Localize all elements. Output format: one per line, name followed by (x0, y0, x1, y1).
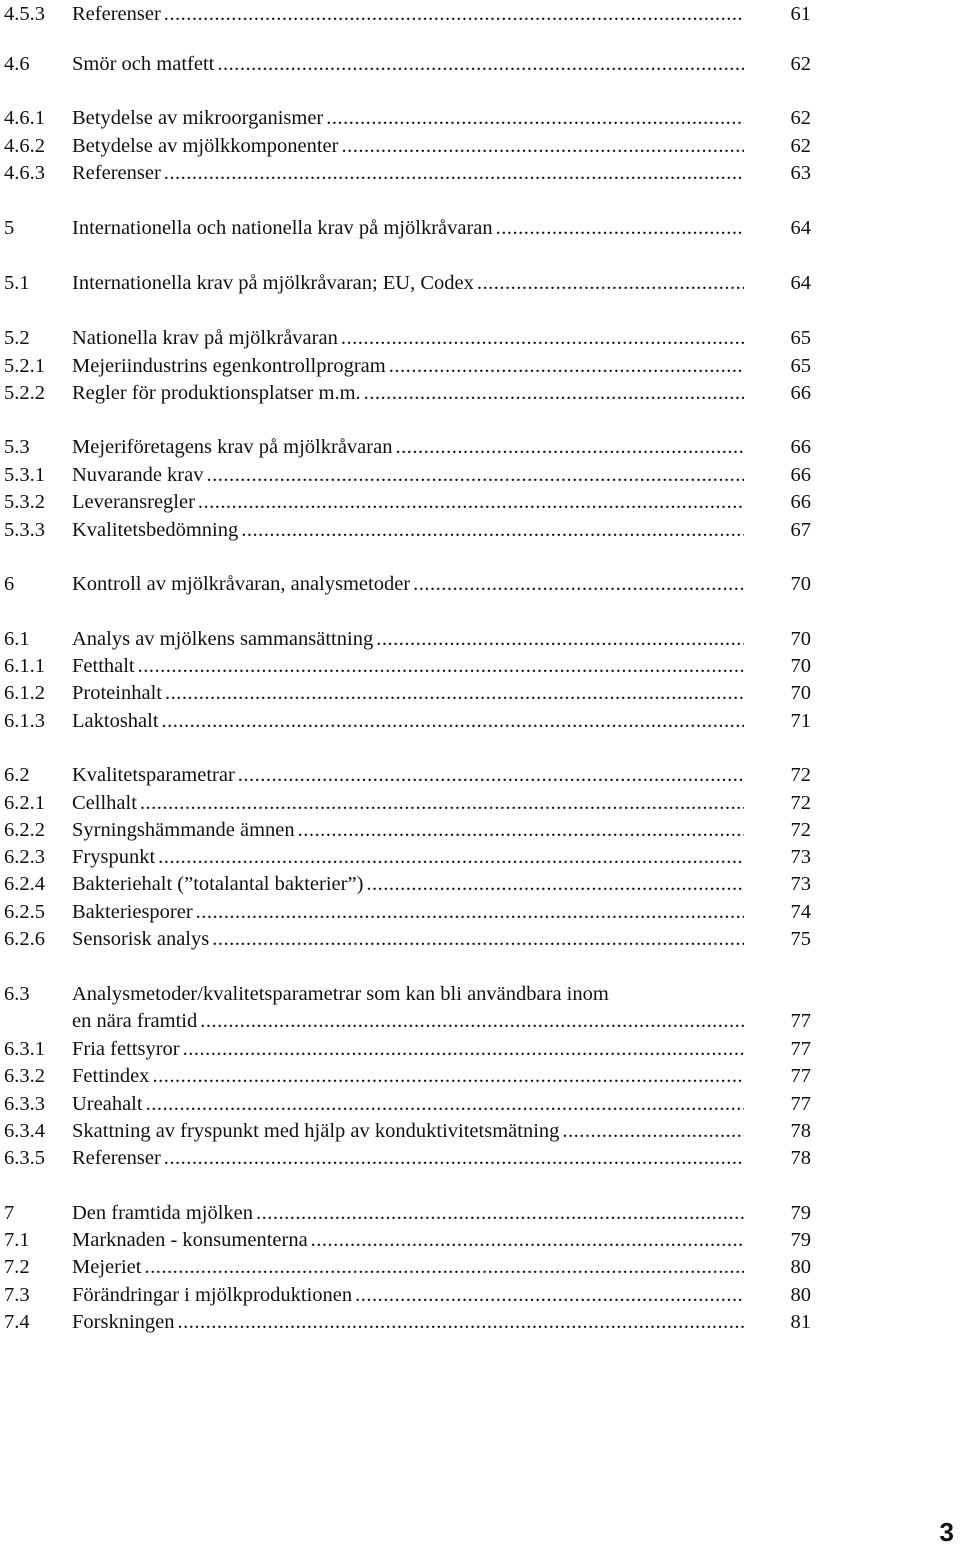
toc-entry-title-row (72, 104, 744, 132)
toc-entry-page: 77 (790, 1038, 811, 1060)
toc-entry (0, 50, 960, 78)
toc-entry-page: 61 (790, 3, 811, 25)
toc-entry-page: 80 (790, 1284, 811, 1306)
toc-entry-title: Referenser (72, 3, 161, 25)
toc-entry-title: Internationella och nationella krav på mjölkråvaran (72, 217, 493, 239)
toc-entry-title-row (72, 1226, 744, 1254)
toc-entry (0, 898, 960, 926)
toc-entry-page: 65 (790, 355, 811, 377)
toc-entry-number: 6.3.3 (4, 1093, 45, 1115)
toc-entry (0, 761, 960, 789)
toc-entry-page: 66 (790, 382, 811, 404)
toc-entry-title-continuation: en nära framtid (72, 1010, 198, 1032)
toc-dot-leader (238, 761, 744, 789)
toc-entry-title-row (72, 816, 744, 844)
toc-entry-title-row (72, 1253, 744, 1281)
toc-entry-title: Internationella krav på mjölkråvaran; EU, Codex (72, 272, 474, 294)
toc-entry-number: 6.2.2 (4, 819, 45, 841)
toc-entry-title: Ureahalt (72, 1093, 143, 1115)
toc-entry-title: Fria fettsyror (72, 1038, 180, 1060)
toc-entry (0, 461, 960, 489)
toc-dot-leader (138, 652, 744, 680)
toc-entry-title: Forskningen (72, 1311, 175, 1333)
toc-dot-leader (140, 789, 744, 817)
toc-entry-title: Fetthalt (72, 655, 135, 677)
toc-dot-leader (341, 132, 744, 160)
toc-entry (0, 925, 960, 953)
toc-entry-page: 62 (790, 135, 811, 157)
toc-entry-page: 78 (790, 1120, 811, 1142)
page-number: 3 (939, 1517, 954, 1547)
toc-entry-continuation (0, 1007, 960, 1035)
toc-entry-page: 79 (790, 1229, 811, 1251)
toc-entry-number: 7 (4, 1202, 15, 1224)
toc-entry-page: 73 (790, 873, 811, 895)
toc-entry-title: Förändringar i mjölkproduktionen (72, 1284, 353, 1306)
toc-dot-leader (341, 324, 744, 352)
toc-dot-leader (298, 816, 744, 844)
toc-entry-title: Referenser (72, 162, 161, 184)
toc-entry-page: 70 (790, 628, 811, 650)
toc-entry-number: 4.6.1 (4, 107, 45, 129)
toc-entry-title: Fryspunkt (72, 846, 156, 868)
toc-entry-page: 77 (790, 1065, 811, 1087)
toc-entry-page: 72 (790, 764, 811, 786)
toc-entry (0, 433, 960, 461)
toc-entry-number: 6.1.3 (4, 710, 45, 732)
toc-entry (0, 816, 960, 844)
toc-entry-title: Bakteriesporer (72, 901, 193, 923)
toc-entry-page: 77 (790, 1010, 811, 1032)
toc-entry-number: 6.2.6 (4, 928, 45, 950)
toc-entry-title: Regler för produktionsplatser m.m. (72, 382, 361, 404)
toc-entry-page: 77 (790, 1093, 811, 1115)
toc-entry-title-row (72, 707, 744, 735)
toc-entry-title: Fettindex (72, 1065, 150, 1087)
toc-entry-number: 6.1.2 (4, 682, 45, 704)
toc-entry-title: Mejeriföretagens krav på mjölkråvaran (72, 436, 393, 458)
toc-entry-number: 4.6 (4, 53, 30, 75)
toc-entry-number: 5.3 (4, 436, 30, 458)
toc-dot-leader (212, 925, 744, 953)
toc-entry-title: Kvalitetsbedömning (72, 519, 239, 541)
toc-entry (0, 159, 960, 187)
toc-entry-page: 67 (790, 519, 811, 541)
toc-dot-leader (395, 433, 744, 461)
toc-entry (0, 570, 960, 598)
toc-entry-page: 81 (790, 1311, 811, 1333)
toc-entry-number: 4.6.2 (4, 135, 45, 157)
toc-dot-leader (144, 1253, 744, 1281)
toc-entry-number: 5.3.2 (4, 491, 45, 513)
toc-entry-number: 6.2.1 (4, 792, 45, 814)
toc-dot-leader (165, 679, 744, 707)
toc-entry (0, 1035, 960, 1063)
toc-entry-title: Mejeriindustrins egenkontrollprogram (72, 355, 386, 377)
toc-entry-title-row (72, 516, 744, 544)
toc-entry-title-row (72, 761, 744, 789)
toc-entry-title: Analysmetoder/kvalitetsparametrar som kan bli användbara inom (72, 983, 609, 1005)
toc-dot-leader (376, 625, 744, 653)
toc-entry-title-row (72, 0, 744, 28)
toc-entry-title-row (72, 1035, 744, 1063)
toc-entry (0, 707, 960, 735)
toc-entry-number: 5.3.3 (4, 519, 45, 541)
toc-entry-title-row (72, 433, 744, 461)
toc-entry-page: 62 (790, 107, 811, 129)
toc-entry-title: Nuvarande krav (72, 464, 204, 486)
toc-entry-page: 74 (790, 901, 811, 923)
toc-dot-leader (158, 843, 744, 871)
toc-entry-number: 6 (4, 573, 15, 595)
toc-dot-leader (364, 379, 744, 407)
toc-entry-title-row (72, 159, 744, 187)
toc-entry-title-row (72, 461, 744, 489)
toc-entry (0, 488, 960, 516)
toc-entry-number: 5.2 (4, 327, 30, 349)
toc-entry (0, 0, 960, 28)
toc-dot-leader (477, 269, 744, 297)
toc-entry-number: 7.3 (4, 1284, 30, 1306)
toc-entry-title-row (72, 324, 744, 352)
toc-dot-leader (178, 1308, 745, 1336)
toc-entry (0, 1199, 960, 1227)
toc-entry (0, 1308, 960, 1336)
toc-entry-title-row (72, 570, 744, 598)
toc-entry (0, 352, 960, 380)
toc-dot-leader (389, 352, 744, 380)
toc-entry-title: Den framtida mjölken (72, 1202, 254, 1224)
toc-dot-leader (206, 461, 744, 489)
toc-entry-page: 62 (790, 53, 811, 75)
toc-entry-title-row (72, 1281, 744, 1309)
toc-entry-title: Betydelse av mjölkkomponenter (72, 135, 339, 157)
toc-entry-page: 64 (790, 217, 811, 239)
toc-entry-title: Cellhalt (72, 792, 137, 814)
toc-entry-number: 5 (4, 217, 15, 239)
toc-dot-leader (198, 488, 744, 516)
toc-dot-leader (162, 707, 744, 735)
toc-entry (0, 652, 960, 680)
toc-entry-page: 70 (790, 682, 811, 704)
toc-entry-number: 4.6.3 (4, 162, 45, 184)
toc-entry (0, 1117, 960, 1145)
toc-dot-leader (256, 1199, 744, 1227)
toc-entry-title: Leveransregler (72, 491, 195, 513)
toc-dot-leader (164, 0, 744, 28)
toc-entry-page: 70 (790, 573, 811, 595)
toc-entry-page: 66 (790, 491, 811, 513)
toc-dot-leader (562, 1117, 744, 1145)
toc-entry-title-row (72, 1062, 744, 1090)
toc-entry-title-row (72, 269, 744, 297)
toc-entry-page: 79 (790, 1202, 811, 1224)
toc-entry (0, 789, 960, 817)
toc-dot-leader (183, 1035, 744, 1063)
toc-entry-number: 4.5.3 (4, 3, 45, 25)
toc-entry-page: 66 (790, 464, 811, 486)
toc-entry (0, 516, 960, 544)
toc-entry-title-row (72, 925, 744, 953)
toc-dot-leader (196, 898, 744, 926)
toc-entry (0, 269, 960, 297)
toc-entry-title-row (72, 1117, 744, 1145)
toc-entry (0, 843, 960, 871)
toc-entry-title: Kontroll av mjölkråvaran, analysmetoder (72, 573, 411, 595)
toc-entry (0, 625, 960, 653)
toc-entry-title: Smör och matfett (72, 53, 215, 75)
toc-entry-title-row (72, 1144, 744, 1172)
toc-entry-title-row (72, 898, 744, 926)
toc-entry (0, 1090, 960, 1118)
toc-dot-leader (366, 870, 744, 898)
toc-entry (0, 324, 960, 352)
toc-entry-title-row (72, 980, 744, 1008)
toc-entry-page: 64 (790, 272, 811, 294)
toc-entry-title-row (72, 352, 744, 380)
toc-entry-title-row (72, 870, 744, 898)
toc-entry-number: 7.2 (4, 1256, 30, 1278)
toc-entry (0, 870, 960, 898)
toc-entry-title-row (72, 214, 744, 242)
toc-entry-number: 6.1.1 (4, 655, 45, 677)
toc-entry-page: 70 (790, 655, 811, 677)
toc-entry-title: Kvalitetsparametrar (72, 764, 235, 786)
toc-entry (0, 1062, 960, 1090)
toc-entry-title-row (72, 379, 744, 407)
toc-entry-title: Nationella krav på mjölkråvaran (72, 327, 338, 349)
toc-entry-number: 5.2.2 (4, 382, 45, 404)
toc-entry (0, 379, 960, 407)
toc-entry-title: Referenser (72, 1147, 161, 1169)
toc-dot-leader (217, 50, 744, 78)
toc-entry (0, 1253, 960, 1281)
toc-entry (0, 679, 960, 707)
toc-entry-title-row (72, 50, 744, 78)
toc-entry-title-row (72, 1308, 744, 1336)
toc-entry-number: 5.2.1 (4, 355, 45, 377)
toc-entry-page: 65 (790, 327, 811, 349)
toc-entry-number: 5.3.1 (4, 464, 45, 486)
toc-entry (0, 980, 960, 1008)
toc-entry-page: 66 (790, 436, 811, 458)
toc-entry-title-row (72, 488, 744, 516)
toc-entry-number: 6.3.2 (4, 1065, 45, 1087)
toc-entry-number: 6.2.3 (4, 846, 45, 868)
toc-entry (0, 1144, 960, 1172)
toc-entry-page: 75 (790, 928, 811, 950)
toc-entry-title: Sensorisk analys (72, 928, 210, 950)
toc-entry-title: Syrningshämmande ämnen (72, 819, 295, 841)
toc-dot-leader (164, 159, 744, 187)
toc-entry-title-row (72, 132, 744, 160)
toc-entry-title: Analys av mjölkens sammansättning (72, 628, 374, 650)
toc-entry (0, 1226, 960, 1254)
toc-entry-title: Laktoshalt (72, 710, 159, 732)
toc-dot-leader (311, 1226, 744, 1254)
toc-entry-title-row (72, 625, 744, 653)
toc-entry-title: Mejeriet (72, 1256, 142, 1278)
toc-entry-title-row (72, 843, 744, 871)
toc-entry-page: 63 (790, 162, 811, 184)
toc-entry-title-row (72, 679, 744, 707)
toc-entry-title: Skattning av fryspunkt med hjälp av konduktivitetsmätning (72, 1120, 560, 1142)
toc-entry-number: 6.3.5 (4, 1147, 45, 1169)
toc-entry-number: 6.2 (4, 764, 30, 786)
toc-entry-number: 7.4 (4, 1311, 30, 1333)
toc-entry-number: 6.3 (4, 983, 30, 1005)
toc-dot-leader (326, 104, 744, 132)
toc-entry-title-row (72, 1007, 744, 1035)
toc-entry-title-row (72, 1199, 744, 1227)
toc-entry-page: 72 (790, 819, 811, 841)
toc-dot-leader (355, 1281, 744, 1309)
toc-entry-title: Bakteriehalt (”totalantal bakterier”) (72, 873, 364, 895)
toc-entry-title-row (72, 1090, 744, 1118)
toc-entry-number: 6.2.4 (4, 873, 45, 895)
toc-entry-number: 6.2.5 (4, 901, 45, 923)
toc-entry-title: Proteinhalt (72, 682, 162, 704)
toc-entry (0, 1281, 960, 1309)
toc-entry-page: 80 (790, 1256, 811, 1278)
toc-dot-leader (241, 516, 744, 544)
toc-dot-leader (413, 570, 744, 598)
toc-entry (0, 104, 960, 132)
toc-entry-title-row (72, 652, 744, 680)
toc-dot-leader (200, 1007, 744, 1035)
toc-entry-title-row (72, 789, 744, 817)
toc-entry (0, 132, 960, 160)
toc-dot-leader (146, 1090, 744, 1118)
toc-entry-number: 6.3.1 (4, 1038, 45, 1060)
toc-dot-leader (496, 214, 744, 242)
toc-entry-number: 7.1 (4, 1229, 30, 1251)
toc-entry-page: 72 (790, 792, 811, 814)
toc-entry-number: 5.1 (4, 272, 30, 294)
toc-entry-page: 78 (790, 1147, 811, 1169)
toc-entry-number: 6.1 (4, 628, 30, 650)
toc-entry-page: 73 (790, 846, 811, 868)
toc-dot-leader (164, 1144, 744, 1172)
toc-entry-number: 6.3.4 (4, 1120, 45, 1142)
toc-dot-leader (152, 1062, 744, 1090)
toc-entry-title: Betydelse av mikroorganismer (72, 107, 324, 129)
toc-entry-title: Marknaden - konsumenterna (72, 1229, 308, 1251)
toc-entry-page: 71 (790, 710, 811, 732)
toc-entry (0, 214, 960, 242)
